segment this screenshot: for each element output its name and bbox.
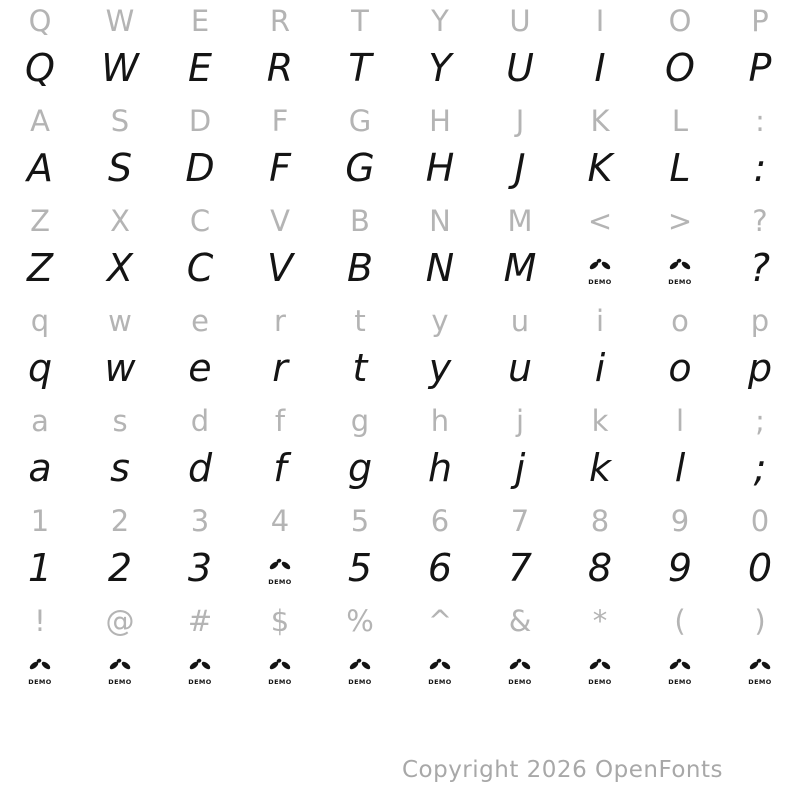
demo-watermark-label: DEMO: [588, 278, 612, 285]
demo-glyph-cell: [720, 643, 800, 693]
demo-watermark-label: DEMO: [268, 578, 292, 585]
glyph-cell: !: [34, 604, 46, 638]
glyph-cell: A: [27, 146, 53, 190]
glyph-cell: ;: [753, 446, 767, 490]
demo-glyph-cell: [320, 643, 400, 693]
glyph-cell: &: [508, 604, 532, 638]
glyph-cell: Z: [30, 204, 50, 238]
glyph-cell: l: [675, 404, 685, 438]
glyph-cell: e: [191, 304, 209, 338]
glyph-cell: 6: [430, 504, 450, 538]
glyph-cell: 9: [670, 504, 690, 538]
demo-glyph-cell: [0, 643, 80, 693]
glyph-cell: g: [347, 446, 373, 490]
glyph-cell: h: [427, 446, 453, 490]
glyph-cell: 5: [350, 504, 370, 538]
demo-glyph-cell: [560, 643, 640, 693]
glyph-cell: Q: [28, 4, 52, 38]
reference-row: [0, 393, 800, 443]
glyph-cell: J: [515, 104, 525, 138]
glyph-cell: H: [425, 146, 455, 190]
glyph-cell: r: [272, 346, 288, 390]
demo-fleuron-icon: [268, 656, 292, 685]
demo-glyph-cell: [80, 643, 160, 693]
specimen-row: [0, 343, 800, 393]
glyph-cell: L: [671, 104, 689, 138]
glyph-cell: 7: [507, 546, 533, 590]
glyph-cell: W: [101, 46, 139, 90]
demo-fleuron-icon: [668, 656, 692, 685]
glyph-cell: C: [186, 246, 214, 290]
glyph-cell: u: [507, 346, 533, 390]
glyph-cell: #: [187, 604, 213, 638]
glyph-cell: p: [750, 304, 770, 338]
demo-watermark-label: DEMO: [108, 678, 132, 685]
demo-fleuron-icon: [268, 556, 292, 585]
glyph-cell: i: [595, 304, 605, 338]
demo-fleuron-icon: [588, 256, 612, 285]
glyph-cell: f: [273, 446, 287, 490]
glyph-cell: ?: [752, 204, 768, 238]
glyph-cell: $: [270, 604, 290, 638]
glyph-cell: k: [588, 446, 611, 490]
glyph-cell: t: [354, 304, 366, 338]
demo-glyph-cell: [160, 643, 240, 693]
glyph-cell: N: [429, 204, 451, 238]
glyph-cell: R: [269, 4, 291, 38]
glyph-cell: W: [105, 4, 135, 38]
glyph-cell: d: [187, 446, 213, 490]
glyph-cell: @: [105, 604, 135, 638]
demo-glyph-cell: [560, 243, 640, 293]
glyph-cell: 2: [110, 504, 130, 538]
glyph-cell: S: [110, 104, 130, 138]
glyph-cell: Y: [431, 4, 449, 38]
glyph-cell: y: [431, 304, 449, 338]
glyph-cell: V: [267, 246, 293, 290]
reference-row: [0, 93, 800, 143]
glyph-cell: s: [110, 446, 130, 490]
glyph-cell: h: [430, 404, 450, 438]
demo-fleuron-icon: [668, 256, 692, 285]
glyph-cell: B: [346, 246, 374, 290]
demo-fleuron-icon: [748, 656, 772, 685]
glyph-cell: F: [269, 146, 291, 190]
glyph-cell: g: [350, 404, 370, 438]
demo-glyph-cell: [240, 543, 320, 593]
demo-watermark-label: DEMO: [268, 678, 292, 685]
glyph-cell: R: [266, 46, 294, 90]
glyph-cell: E: [190, 4, 210, 38]
glyph-cell: X: [110, 204, 130, 238]
glyph-cell: 4: [270, 504, 290, 538]
glyph-cell: F: [271, 104, 289, 138]
demo-fleuron-icon: [188, 656, 212, 685]
glyph-cell: *: [592, 604, 608, 638]
glyph-cell: 0: [750, 504, 770, 538]
demo-watermark-label: DEMO: [748, 678, 772, 685]
glyph-cell: X: [106, 246, 134, 290]
glyph-cell: P: [751, 4, 769, 38]
specimen-row: [0, 643, 800, 693]
specimen-row: [0, 443, 800, 493]
glyph-cell: a: [28, 446, 52, 490]
demo-watermark-label: DEMO: [348, 678, 372, 685]
demo-fleuron-icon: [108, 656, 132, 685]
glyph-cell: I: [595, 4, 605, 38]
glyph-cell: t: [352, 346, 368, 390]
glyph-cell: 1: [30, 504, 50, 538]
glyph-cell: w: [104, 346, 136, 390]
glyph-cell: I: [594, 46, 606, 90]
glyph-cell: U: [509, 4, 531, 38]
glyph-cell: N: [425, 246, 455, 290]
demo-watermark-label: DEMO: [668, 278, 692, 285]
glyph-cell: >: [667, 204, 693, 238]
demo-watermark-label: DEMO: [668, 678, 692, 685]
specimen-row: [0, 543, 800, 593]
glyph-cell: q: [27, 346, 53, 390]
demo-glyph-cell: [640, 643, 720, 693]
glyph-cell: T: [351, 4, 369, 38]
glyph-cell: j: [514, 446, 526, 490]
glyph-cell: D: [185, 146, 215, 190]
glyph-cell: 9: [667, 546, 693, 590]
demo-glyph-cell: [640, 243, 720, 293]
glyph-cell: 8: [587, 546, 613, 590]
glyph-cell: f: [274, 404, 286, 438]
glyph-cell: %: [346, 604, 374, 638]
copyright-text: Copyright 2026 OpenFonts: [401, 757, 723, 783]
glyph-cell: r: [274, 304, 286, 338]
reference-row: [0, 293, 800, 343]
glyph-cell: K: [587, 146, 613, 190]
demo-fleuron-icon: [348, 656, 372, 685]
glyph-cell: <: [587, 204, 613, 238]
glyph-cell: Y: [428, 46, 452, 90]
glyph-cell: :: [755, 104, 765, 138]
glyph-cell: d: [190, 404, 210, 438]
specimen-row: [0, 143, 800, 193]
demo-watermark-label: DEMO: [28, 678, 52, 685]
glyph-cell: w: [108, 304, 132, 338]
glyph-cell: 3: [190, 504, 210, 538]
glyph-cell: Z: [26, 246, 54, 290]
glyph-cell: o: [668, 346, 692, 390]
glyph-cell: 2: [107, 546, 133, 590]
demo-fleuron-icon: [28, 656, 52, 685]
glyph-cell: u: [510, 304, 530, 338]
specimen-row: [0, 43, 800, 93]
glyph-cell: p: [747, 346, 773, 390]
glyph-cell: q: [30, 304, 50, 338]
glyph-cell: 1: [27, 546, 53, 590]
demo-glyph-cell: [400, 643, 480, 693]
glyph-cell: i: [594, 346, 606, 390]
glyph-cell: a: [31, 404, 49, 438]
glyph-cell: ): [754, 604, 766, 638]
glyph-cell: j: [515, 404, 525, 438]
glyph-cell: ?: [749, 246, 771, 290]
demo-watermark-label: DEMO: [188, 678, 212, 685]
glyph-cell: C: [189, 204, 211, 238]
reference-row: [0, 593, 800, 643]
glyph-cell: S: [107, 146, 133, 190]
glyph-cell: B: [350, 204, 370, 238]
glyph-cell: E: [187, 46, 212, 90]
glyph-cell: 6: [427, 546, 453, 590]
reference-row: [0, 193, 800, 243]
glyph-cell: O: [665, 46, 695, 90]
glyph-cell: 0: [747, 546, 773, 590]
glyph-cell: D: [188, 104, 212, 138]
glyph-cell: e: [188, 346, 212, 390]
glyph-cell: :: [753, 146, 767, 190]
glyph-cell: ^: [427, 604, 453, 638]
glyph-cell: V: [270, 204, 290, 238]
demo-glyph-cell: [480, 643, 560, 693]
reference-row: [0, 0, 800, 43]
glyph-cell: J: [514, 146, 526, 190]
glyph-cell: M: [507, 204, 533, 238]
glyph-cell: A: [30, 104, 50, 138]
glyph-cell: l: [674, 446, 686, 490]
reference-row: [0, 493, 800, 543]
glyph-cell: 8: [590, 504, 610, 538]
glyph-cell: ;: [755, 404, 765, 438]
glyph-cell: G: [345, 146, 375, 190]
glyph-cell: s: [112, 404, 128, 438]
glyph-cell: G: [348, 104, 372, 138]
glyph-cell: 3: [187, 546, 213, 590]
demo-fleuron-icon: [588, 656, 612, 685]
demo-watermark-label: DEMO: [588, 678, 612, 685]
demo-glyph-cell: [240, 643, 320, 693]
demo-fleuron-icon: [428, 656, 452, 685]
glyph-cell: T: [348, 46, 372, 90]
glyph-cell: o: [671, 304, 689, 338]
glyph-cell: M: [503, 246, 537, 290]
glyph-cell: K: [590, 104, 610, 138]
glyph-cell: P: [748, 46, 772, 90]
specimen-row: [0, 243, 800, 293]
demo-watermark-label: DEMO: [428, 678, 452, 685]
glyph-cell: (: [674, 604, 686, 638]
glyph-cell: k: [591, 404, 609, 438]
demo-watermark-label: DEMO: [508, 678, 532, 685]
glyph-cell: y: [428, 346, 452, 390]
glyph-cell: O: [668, 4, 692, 38]
demo-fleuron-icon: [508, 656, 532, 685]
glyph-cell: 5: [347, 546, 373, 590]
glyph-cell: H: [429, 104, 451, 138]
glyph-cell: U: [506, 46, 534, 90]
glyph-cell: L: [669, 146, 691, 190]
glyph-cell: Q: [25, 46, 55, 90]
glyph-cell: 7: [510, 504, 530, 538]
